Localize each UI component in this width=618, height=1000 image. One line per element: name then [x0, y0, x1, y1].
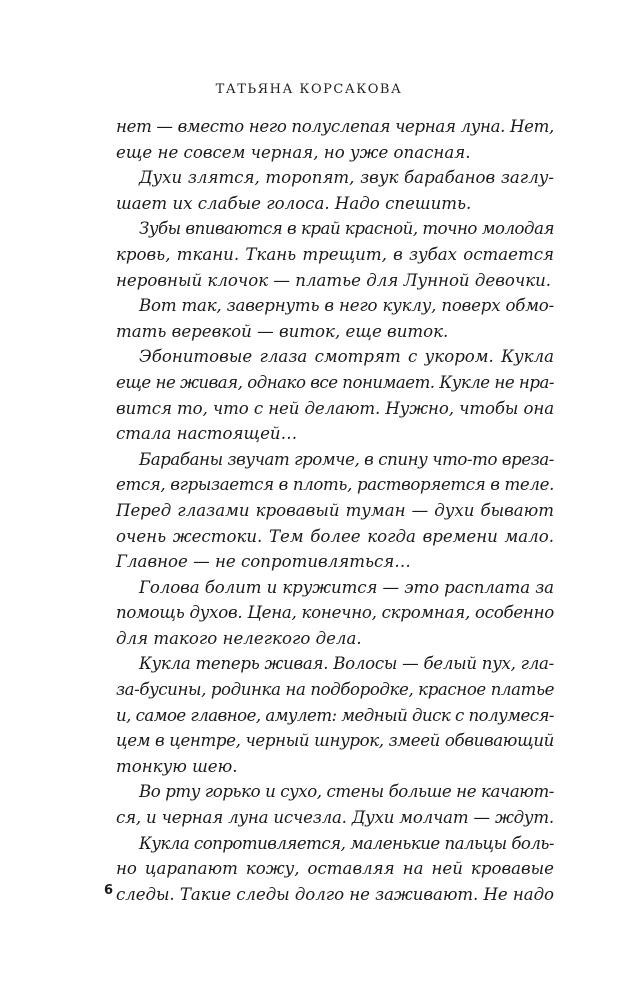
- text-line: помощь духов. Цена, конечно, скромная, особенно: [116, 603, 554, 623]
- text-line: цем в центре, черный шнурок, змеей обвивающий: [116, 731, 554, 751]
- paragraph: [116, 293, 554, 344]
- text-line: Во рту горько и сухо, стены больше не качают-: [139, 782, 554, 802]
- text-line: вится то, что с ней делают. Нужно, чтобы она: [116, 398, 554, 418]
- body-text: [116, 114, 554, 907]
- text-line: Духи злятся, торопят, звук барабанов заглу-: [139, 168, 554, 188]
- text-line: очень жестоки. Тем более когда времени мало.: [116, 526, 554, 546]
- paragraph: [116, 216, 554, 293]
- text-line: кровь, ткани. Ткань трещит, в зубах остается: [116, 244, 554, 264]
- paragraph: [116, 447, 554, 575]
- text-line: еще не живая, однако все понимает. Кукле не нра-: [116, 372, 554, 392]
- text-line: тать веревкой — виток, еще виток.: [116, 321, 449, 341]
- text-line: стала настоящей…: [116, 424, 298, 444]
- text-line: неровный клочок — платье для Лунной девочки.: [116, 270, 552, 290]
- text-line: за-бусины, родинка на подбородке, красное платье: [116, 680, 554, 700]
- text-line: нет — вместо него полуслепая черная луна. Нет,: [116, 117, 554, 136]
- page-number: 6: [104, 883, 114, 898]
- text-line: ся, и черная луна исчезла. Духи молчат — ждут.: [116, 808, 554, 828]
- text-line: Кукла сопротивляется, маленькие пальцы боль-: [139, 833, 554, 853]
- text-line: Кукла теперь живая. Волосы — белый пух, гла-: [139, 654, 554, 674]
- paragraph: [116, 831, 554, 908]
- text-line: Зубы впиваются в край красной, точно молодая: [139, 219, 554, 239]
- paragraph: [116, 575, 554, 652]
- text-line: ется, вгрызается в плоть, растворяется в теле.: [116, 475, 554, 495]
- text-line: Эбонитовые глаза смотрят с укором. Кукла: [139, 347, 554, 367]
- text-line: Главное — не сопротивляться…: [116, 552, 411, 572]
- text-line: для такого нелегкого дела.: [116, 628, 362, 648]
- text-line: Перед глазами кровавый туман — духи бывают: [116, 500, 554, 520]
- text-line: и, самое главное, амулет: медный диск с полумеся-: [116, 705, 555, 725]
- paragraph: [116, 344, 554, 446]
- text-line: Барабаны звучат громче, в спину что-то вреза-: [139, 449, 554, 469]
- text-line: шает их слабые голоса. Надо спешить.: [116, 193, 472, 213]
- text-line: Голова болит и кружится — это расплата за: [139, 577, 554, 597]
- text-line: еще не совсем черная, но уже опасная.: [116, 142, 471, 162]
- text-line: тонкую шею.: [116, 756, 238, 776]
- text-line: Вот так, завернуть в него куклу, поверх обмо-: [139, 296, 554, 316]
- text-line: но царапают кожу, оставляя на ней кровавые: [116, 859, 554, 879]
- paragraph: [116, 651, 554, 779]
- text-line: следы. Такие следы долго не заживают. Не надо: [116, 884, 554, 904]
- paragraph: [116, 779, 554, 830]
- running-head: ТАТЬЯНА КОРСАКОВА: [215, 82, 403, 97]
- paragraph: [116, 114, 554, 165]
- paragraph: [116, 165, 554, 216]
